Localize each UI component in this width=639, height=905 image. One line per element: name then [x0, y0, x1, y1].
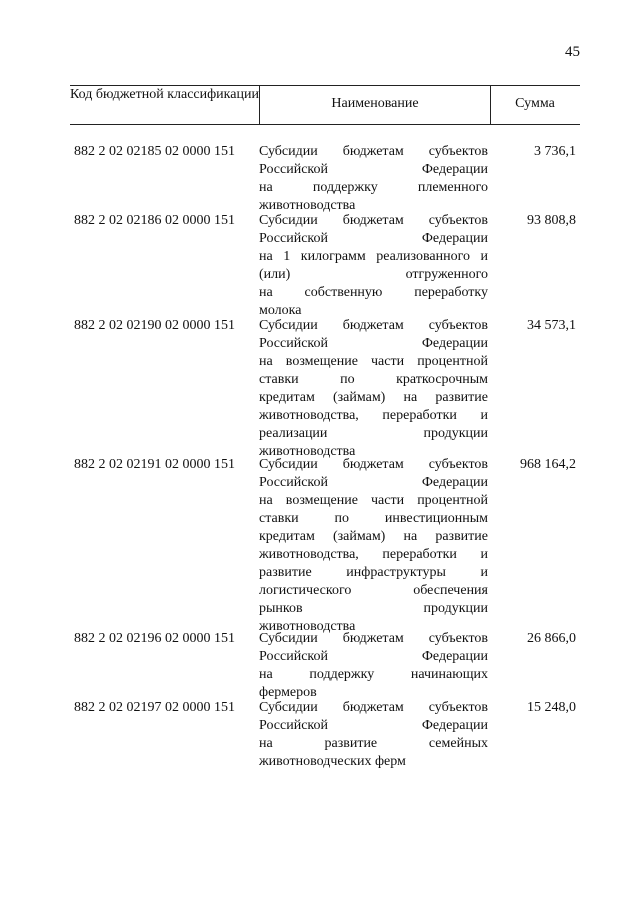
name-line: на развитие семейных: [259, 736, 488, 751]
name-line: фермеров: [259, 685, 317, 700]
name-line: животноводства: [259, 444, 356, 459]
row-code: 882 2 02 02196 02 0000 151: [74, 631, 235, 646]
header-sum: Сумма: [515, 96, 555, 111]
name-line: (или) отгруженного: [259, 267, 488, 282]
name-line: Субсидии бюджетам субъектов: [259, 700, 488, 715]
name-line: животноводства: [259, 198, 356, 213]
name-line: Субсидии бюджетам субъектов: [259, 318, 488, 333]
name-line: Субсидии бюджетам субъектов: [259, 457, 488, 472]
name-line: животноводческих ферм: [259, 754, 406, 769]
row-sum: 15 248,0: [527, 700, 576, 715]
row-name: [259, 212, 488, 320]
name-line: логистического обеспечения: [259, 583, 488, 598]
row-name: [259, 630, 488, 702]
row-name: [259, 143, 488, 215]
name-line: Российской Федерации: [259, 718, 488, 733]
row-sum: 26 866,0: [527, 631, 576, 646]
name-line: на поддержку начинающих: [259, 667, 488, 682]
header-code: Код бюджетной классификации: [70, 87, 259, 102]
row-name: [259, 699, 488, 771]
name-line: на 1 килограмм реализованного и: [259, 249, 488, 264]
header-bottom-rule: [70, 124, 580, 125]
row-code: 882 2 02 02197 02 0000 151: [74, 700, 235, 715]
name-line: Субсидии бюджетам субъектов: [259, 213, 488, 228]
name-line: реализации продукции: [259, 426, 488, 441]
name-line: Субсидии бюджетам субъектов: [259, 144, 488, 159]
name-line: рынков продукции: [259, 601, 488, 616]
name-line: животноводства, переработки и: [259, 547, 488, 562]
name-line: Российской Федерации: [259, 649, 488, 664]
name-line: Российской Федерации: [259, 162, 488, 177]
name-line: Российской Федерации: [259, 475, 488, 490]
name-line: развитие инфраструктуры и: [259, 565, 488, 580]
row-code: 882 2 02 02191 02 0000 151: [74, 457, 235, 472]
name-line: Российской Федерации: [259, 336, 488, 351]
name-line: Российской Федерации: [259, 231, 488, 246]
row-sum: 34 573,1: [527, 318, 576, 333]
header-name: Наименование: [331, 96, 419, 111]
row-code: 882 2 02 02185 02 0000 151: [74, 144, 235, 159]
name-line: ставки по инвестиционным: [259, 511, 488, 526]
name-line: на поддержку племенного: [259, 180, 488, 195]
name-line: кредитам (займам) на развитие: [259, 529, 488, 544]
row-sum: 968 164,2: [520, 457, 576, 472]
name-line: животноводства, переработки и: [259, 408, 488, 423]
row-sum: 3 736,1: [534, 144, 576, 159]
row-sum: 93 808,8: [527, 213, 576, 228]
name-line: на возмещение части процентной: [259, 354, 488, 369]
row-name: [259, 456, 488, 636]
name-line: на собственную переработку: [259, 285, 488, 300]
row-code: 882 2 02 02186 02 0000 151: [74, 213, 235, 228]
name-line: кредитам (займам) на развитие: [259, 390, 488, 405]
row-name: [259, 317, 488, 461]
name-line: на возмещение части процентной: [259, 493, 488, 508]
page-number: 45: [565, 44, 580, 60]
name-line: ставки по краткосрочным: [259, 372, 488, 387]
name-line: Субсидии бюджетам субъектов: [259, 631, 488, 646]
name-line: животноводства: [259, 619, 356, 634]
row-code: 882 2 02 02190 02 0000 151: [74, 318, 235, 333]
name-line: молока: [259, 303, 302, 318]
